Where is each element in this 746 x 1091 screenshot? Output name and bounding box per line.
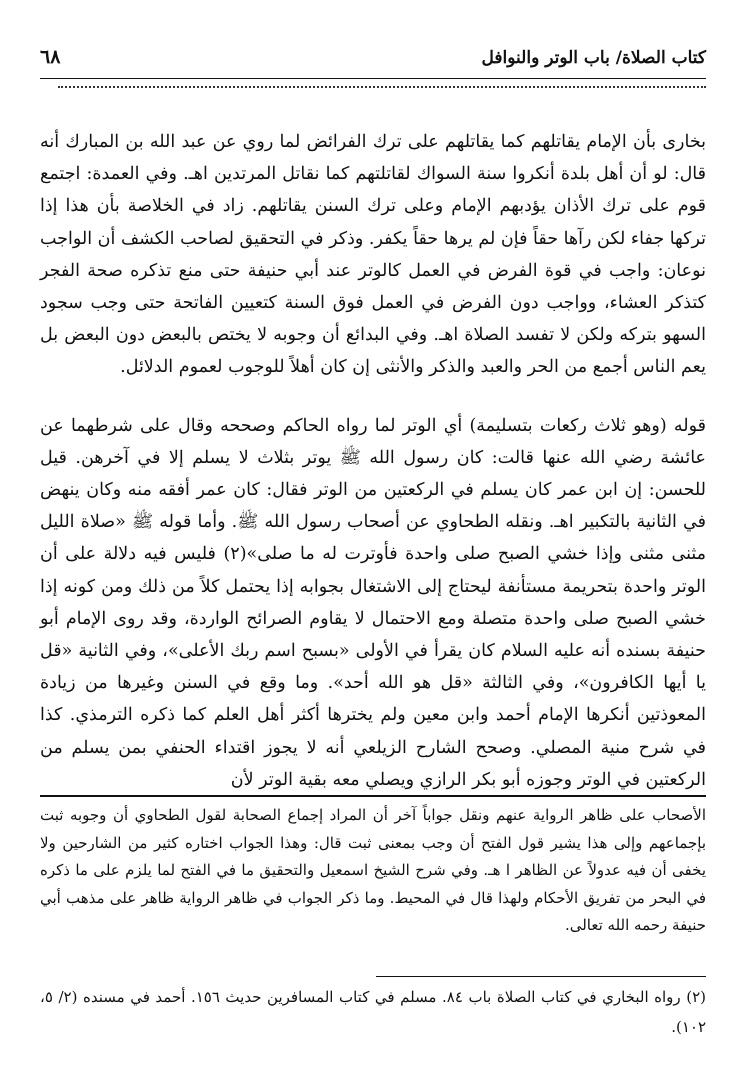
main-text	[40, 126, 706, 796]
footnote-2	[40, 982, 706, 1042]
page-header	[40, 44, 706, 79]
footnotes	[40, 802, 706, 940]
footnote-2-text: (٢) رواه البخاري في كتاب الصلاة باب ٨٤. مسلم في كتاب المسافرين حديث ١٥٦. أحمد في مسنده (٢/ ٥، ١٠٢).	[40, 988, 706, 1036]
paragraph-2: قوله (وهو ثلاث ركعات بتسليمة) أي الوتر لما رواه الحاكم وصححه وقال على شرطهما عن عائشة رضي الله عنها قالت: كان رسول الله ﷺ يوتر بثلاث لا يسلم إلا في آخرهن. قيل للحسن: إن ابن عمر كان يسلم في الركعتين من الوتر فقال: كان عمر أفقه منه وكان ينهض في الثانية بالتكبير اهـ. ونقله الطحاوي عن أصحاب رسول الله ﷺ. وأما قوله ﷺ «صلاة الليل مثنى مثنى وإذا خشي الصبح صلى واحدة فأوترت له ما صلى»(٢) فليس فيه دلالة على أن الوتر واحدة بتحريمة مستأنفة ليحتاج إلى الاشتغال بجوابه إذا يحتمل كلاً من ذلك ومن كونه إذا خشي الصبح صلى واحدة متصلة ومع الاحتمال لا يقاوم الصرائح الواردة، وقد روى الإمام أبو حنيفة بسنده أنه عليه السلام كان يقرأ في الأولى «بسبح اسم ربك الأعلى»، وفي الثانية «قل يا أيها الكافرون»، وفي الثالثة «قل هو الله أحد». وما وقع في السنن وغيرها من زيادة المعوذتين أنكرها الإمام أحمد وابن معين ولم يخترها أكثر أهل العلم كما ذكره الترمذي. كذا في شرح منية المصلي. وصحح الشارح الزيلعي أنه لا يجوز اقتداء الحنفي بمن يسلم من الركعتين في الوتر وجوزه أبو بكر الرازي ويصلي معه بقية الوتر لأن	[40, 415, 707, 790]
chapter-title: كتاب الصلاة/ باب الوتر والنوافل	[481, 48, 706, 68]
footnote-separator-short	[376, 976, 706, 977]
dotted-divider	[58, 86, 706, 88]
footnote-separator	[40, 795, 706, 797]
paragraph-gap	[40, 384, 706, 410]
page-number: ٦٨	[40, 46, 61, 68]
paragraph-1: بخارى بأن الإمام يقاتلهم كما يقاتلهم على ترك الفرائض لما روي عن عبد الله بن المبارك أنه قال: لو أن أهل بلدة أنكروا سنة السواك لقاتلتهم كما نقاتل المرتدين اهـ. وفي العمدة: اجتمع قوم على ترك الأذان يؤدبهم الإمام وعلى ترك السنن يقاتلهم. زاد في الخلاصة بأن هذا إذا تركها جفاء لكن رآها حقاً فإن لم يرها حقاً يكفر. وذكر في التحقيق لصاحب الكشف أن الواجب نوعان: واجب في قوة الفرض في العمل كالوتر عند أبي حنيفة حتى منع تذكره صحة الفجر كتذكر العشاء، وواجب دون الفرض في العمل فوق السنة كتعيين الفاتحة حتى وجب سجود السهو بتركه ولكن لا تفسد الصلاة اهـ. وفي البدائع أن وجوبه لا يختص بالبعض دون البعض بل يعم الناس أجمع من الحر والعبد والذكر والأنثى إن كان أهلاً للوجوب لعموم الدلائل.	[40, 132, 706, 378]
footnote-continuation: الأصحاب على ظاهر الرواية عنهم ونقل جواباً آخر أن المراد إجماع الصحابة لقول الطحاوي أن وجوبه ثبت بإجماعهم وإلى هذا يشير قول الفتح أن وجب بمعنى ثبت قال: وهذا الجواب اختاره كثير من الشارحين ولا يخفى أن فيه عدولاً عن الظاهر ا هـ. وفي شرح الشيخ اسمعيل والتحقيق ما في الفتح لما يلزم على ما ذكره في البحر من تفريق الأحكام ولهذا قال في المحيط. وما ذكر الجواب في ظاهر الرواية ظاهر على مذهب أبي حنيفة رحمه الله تعالى.	[40, 806, 706, 935]
